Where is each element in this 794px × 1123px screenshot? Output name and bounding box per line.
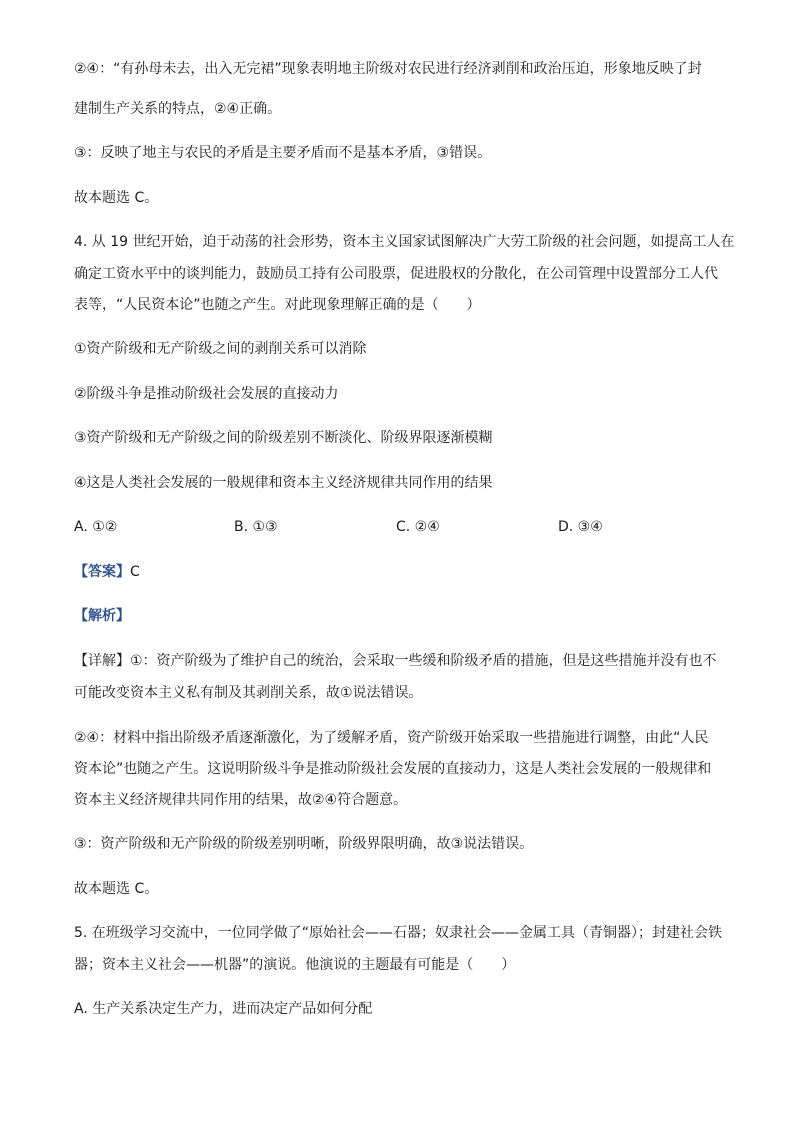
- detail-text: ①：资产阶级为了维护自己的统治，会采取一些缓和阶级矛盾的措施，但是这些措施并没有也不: [130, 653, 717, 669]
- analysis-line: ③：反映了地主与农民的矛盾是主要矛盾而不是基本矛盾，③错误。: [74, 145, 492, 161]
- conclusion-line: 故本题选 C。: [74, 190, 159, 206]
- analysis-line: ②④：“有孙母未去，出入无完裙”现象表明地主阶级对农民进行经济剥削和政治压迫，形象地反映了封: [74, 61, 702, 77]
- question-4-stem: 表等，“人民资本论”也随之产生。对此现象理解正确的是（ ）: [74, 297, 481, 313]
- detail-line: 资本主义经济规律共同作用的结果，故②④符合题意。: [74, 792, 408, 808]
- statement-1: ①资产阶级和无产阶级之间的剥削关系可以消除: [74, 341, 367, 357]
- question-4-stem: 4. 从 19 世纪开始，迫于动荡的社会形势，资本主义国家试图解决广大劳工阶级的社会问题，如提高工人在: [74, 234, 735, 250]
- detail-line: ③：资产阶级和无产阶级的阶级差别明晰，阶级界限明确，故③说法错误。: [74, 836, 534, 852]
- question-4-stem: 确定工资水平中的谈判能力，鼓励员工持有公司股票，促进股权的分散化，在公司管理中设置部分工人代: [74, 266, 718, 282]
- option-c: C. ②④: [396, 519, 440, 535]
- detail-tag: 【详解】: [74, 653, 130, 669]
- statement-4: ④这是人类社会发展的一般规律和资本主义经济规律共同作用的结果: [74, 475, 493, 491]
- answer-tag: 【答案】: [74, 564, 130, 580]
- statement-2: ②阶级斗争是推动阶级社会发展的直接动力: [74, 386, 339, 402]
- option-d: D. ③④: [558, 519, 603, 535]
- question-5-stem: 器；资本主义社会——机器”的演说。他演说的主题最有可能是（ ）: [74, 957, 516, 973]
- analysis-heading: [74, 607, 130, 625]
- analysis-tag: 【解析】: [74, 608, 130, 624]
- analysis-line: 建制生产关系的特点，②④正确。: [74, 101, 282, 117]
- detail-line: 可能改变资本主义私有制及其剥削关系，故①说法错误。: [74, 685, 423, 701]
- answer-value: C: [130, 564, 140, 580]
- conclusion-line: 故本题选 C。: [74, 881, 159, 897]
- detail-line: ②④：材料中指出阶级矛盾逐渐激化，为了缓解矛盾，资产阶级开始采取一些措施进行调整，由此“人民: [74, 730, 709, 746]
- statement-3: ③资产阶级和无产阶级之间的阶级差别不断淡化、阶级界限逐渐模糊: [74, 430, 493, 446]
- answer-line: [74, 563, 140, 581]
- question-5-option-a: A. 生产关系决定生产力，进而决定产品如何分配: [74, 1001, 373, 1017]
- question-5-stem: 5. 在班级学习交流中，一位同学做了“原始社会——石器；奴隶社会——金属工具（青铜器）；封建社会铁: [74, 925, 723, 941]
- detail-line: [74, 652, 717, 670]
- detail-line: 资本论”也随之产生。这说明阶级斗争是推动阶级社会发展的直接动力，这是人类社会发展的一般规律和: [74, 761, 712, 777]
- option-a: A. ①②: [74, 519, 118, 535]
- option-b: B. ①③: [234, 519, 278, 535]
